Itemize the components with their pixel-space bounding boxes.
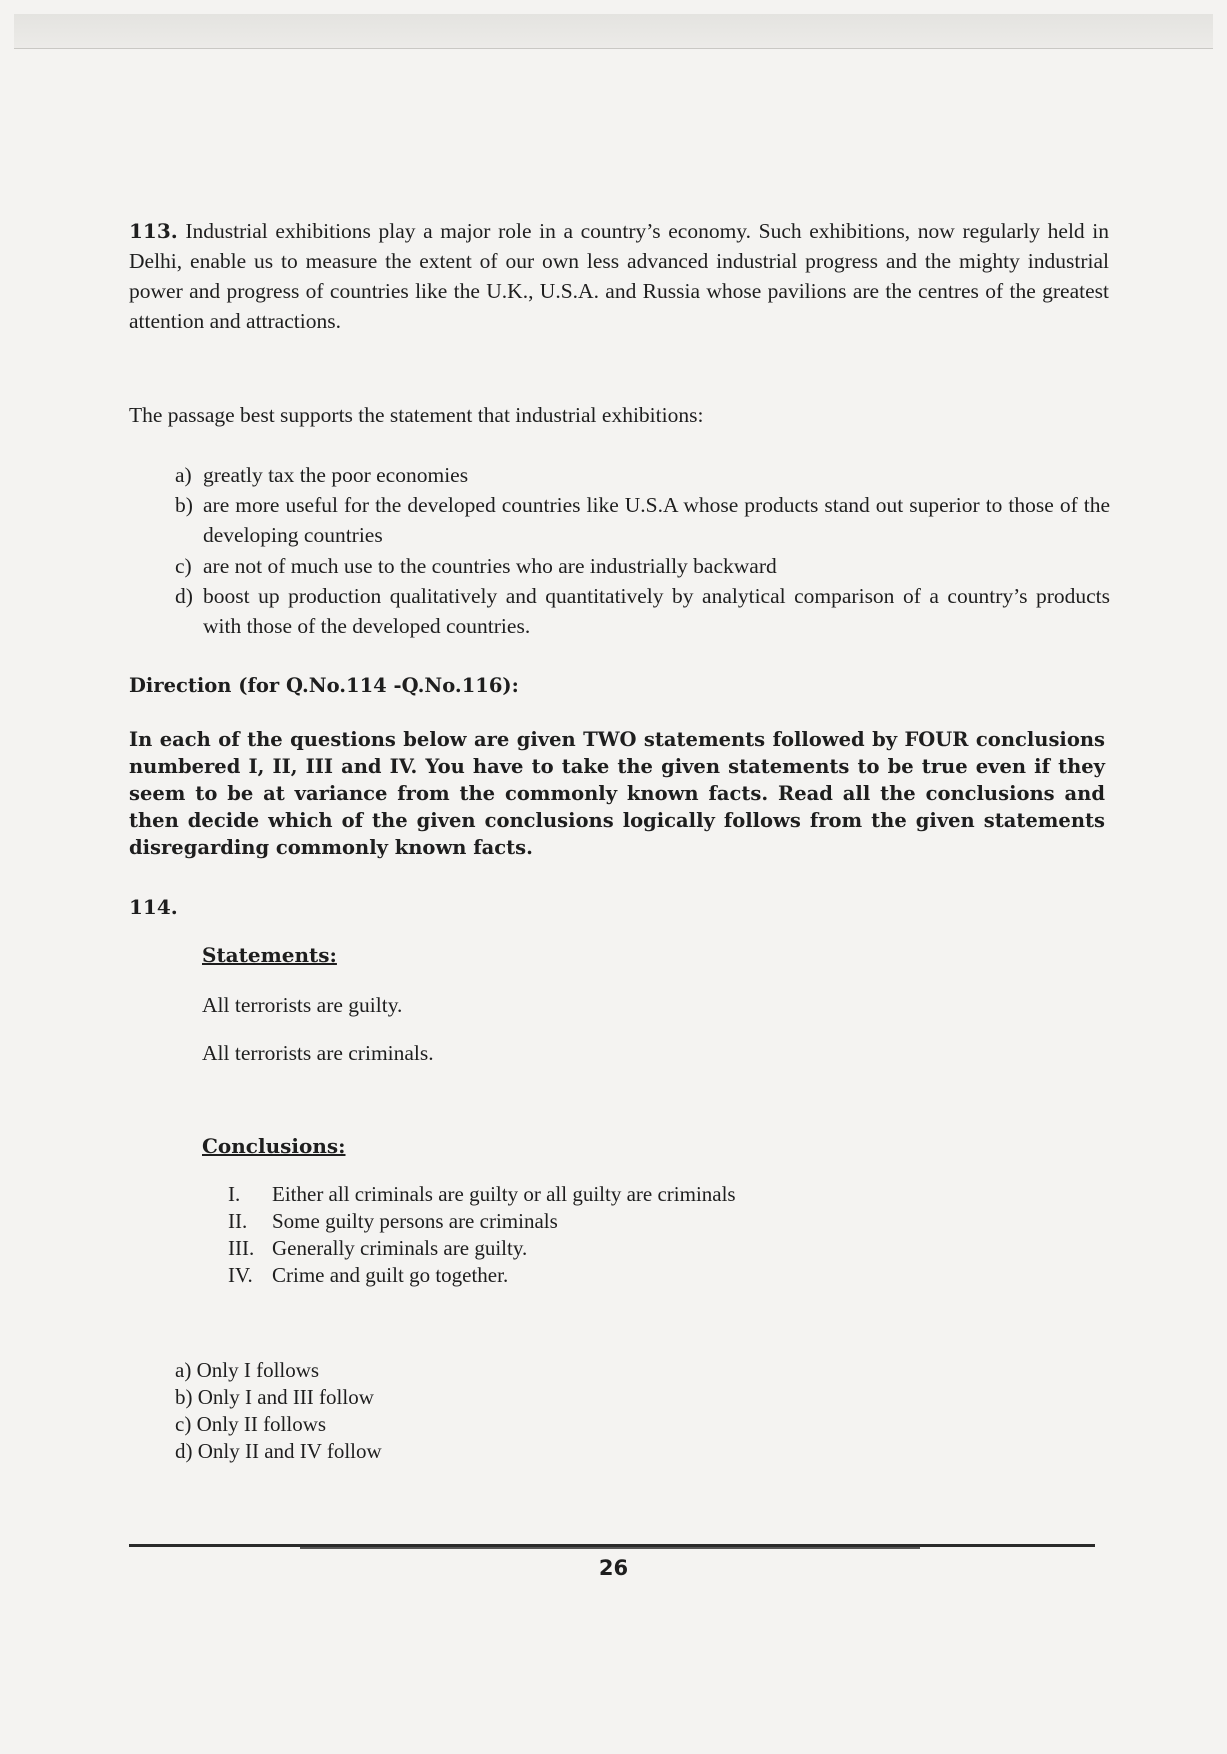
- conclusion-2: [228, 1208, 558, 1235]
- statements-heading: Statements:: [202, 943, 337, 967]
- option-text: Only II follows: [196, 1412, 327, 1436]
- option-text: are more useful for the developed countries like U.S.A whose products stand out superior to those of the developing countries: [203, 493, 1110, 547]
- statement-1: All terrorists are guilty.: [202, 993, 403, 1017]
- q113-option-b[interactable]: [175, 490, 1110, 550]
- conclusion-text: Some guilty persons are criminals: [272, 1209, 558, 1233]
- q113-option-c[interactable]: [175, 551, 1110, 581]
- option-text: Only I follows: [196, 1358, 320, 1382]
- option-label: a): [175, 463, 192, 487]
- footer-rule-shadow: [300, 1547, 920, 1549]
- q114-option-c[interactable]: [175, 1411, 326, 1438]
- conclusion-3: [228, 1235, 527, 1262]
- option-label: c): [175, 1412, 192, 1436]
- option-label: d): [175, 1439, 193, 1463]
- option-label: a): [175, 1358, 192, 1382]
- conclusion-label: IV.: [228, 1263, 253, 1287]
- statement-2: All terrorists are criminals.: [202, 1041, 434, 1065]
- conclusion-1: [228, 1181, 736, 1208]
- q114-number: 114.: [129, 895, 178, 919]
- option-text: are not of much use to the countries who are industrially backward: [203, 554, 777, 578]
- conclusion-label: III.: [228, 1236, 255, 1260]
- conclusion-text: Either all criminals are guilty or all guilty are criminals: [272, 1182, 736, 1206]
- option-label: b): [175, 493, 193, 517]
- conclusions-heading: Conclusions:: [202, 1134, 346, 1158]
- option-label: d): [175, 584, 193, 608]
- option-label: c): [175, 554, 192, 578]
- option-label: b): [175, 1385, 193, 1409]
- conclusion-label: I.: [228, 1182, 241, 1206]
- page-number: 26: [598, 1556, 629, 1580]
- q113-passage-text: Industrial exhibitions play a major role in a country’s economy. Such exhibitions, now regularly held in Delhi, enable us to measure the extent of our own less advanced industrial progress and the mighty industrial power and progress of countries like the U.K., U.S.A. and Russia whose pavilions are the centres of the greatest attention and attractions.: [129, 219, 1110, 333]
- q113-number: 113.: [129, 219, 178, 243]
- option-text: greatly tax the poor economies: [203, 463, 469, 487]
- option-text: Only II and IV follow: [197, 1439, 382, 1463]
- q113-passage: [129, 216, 1109, 336]
- conclusion-label: II.: [228, 1209, 248, 1233]
- conclusion-4: [228, 1262, 508, 1289]
- option-text: Only I and III follow: [197, 1385, 374, 1409]
- direction-body: In each of the questions below are given TWO statements followed by FOUR conclusions numbered I, II, III and IV. You have to take the given statements to be true even if they seem to be at variance from the commonly known facts. Read all the conclusions and then decide which of the given conclusions logically follows from the given statements disregarding commonly known facts.: [129, 728, 1105, 859]
- q113-option-a[interactable]: [175, 460, 1110, 490]
- q114-option-d[interactable]: [175, 1438, 382, 1465]
- q113-prompt: The passage best supports the statement that industrial exhibitions:: [129, 403, 704, 427]
- option-text: boost up production qualitatively and quantitatively by analytical comparison of a country’s products with those of the developed countries.: [203, 584, 1110, 638]
- q114-option-a[interactable]: [175, 1357, 319, 1384]
- direction-title: Direction (for Q.No.114 -Q.No.116):: [129, 674, 519, 697]
- conclusion-text: Crime and guilt go together.: [272, 1263, 509, 1287]
- q113-option-d[interactable]: [175, 581, 1110, 641]
- q114-option-b[interactable]: [175, 1384, 374, 1411]
- conclusion-text: Generally criminals are guilty.: [272, 1236, 528, 1260]
